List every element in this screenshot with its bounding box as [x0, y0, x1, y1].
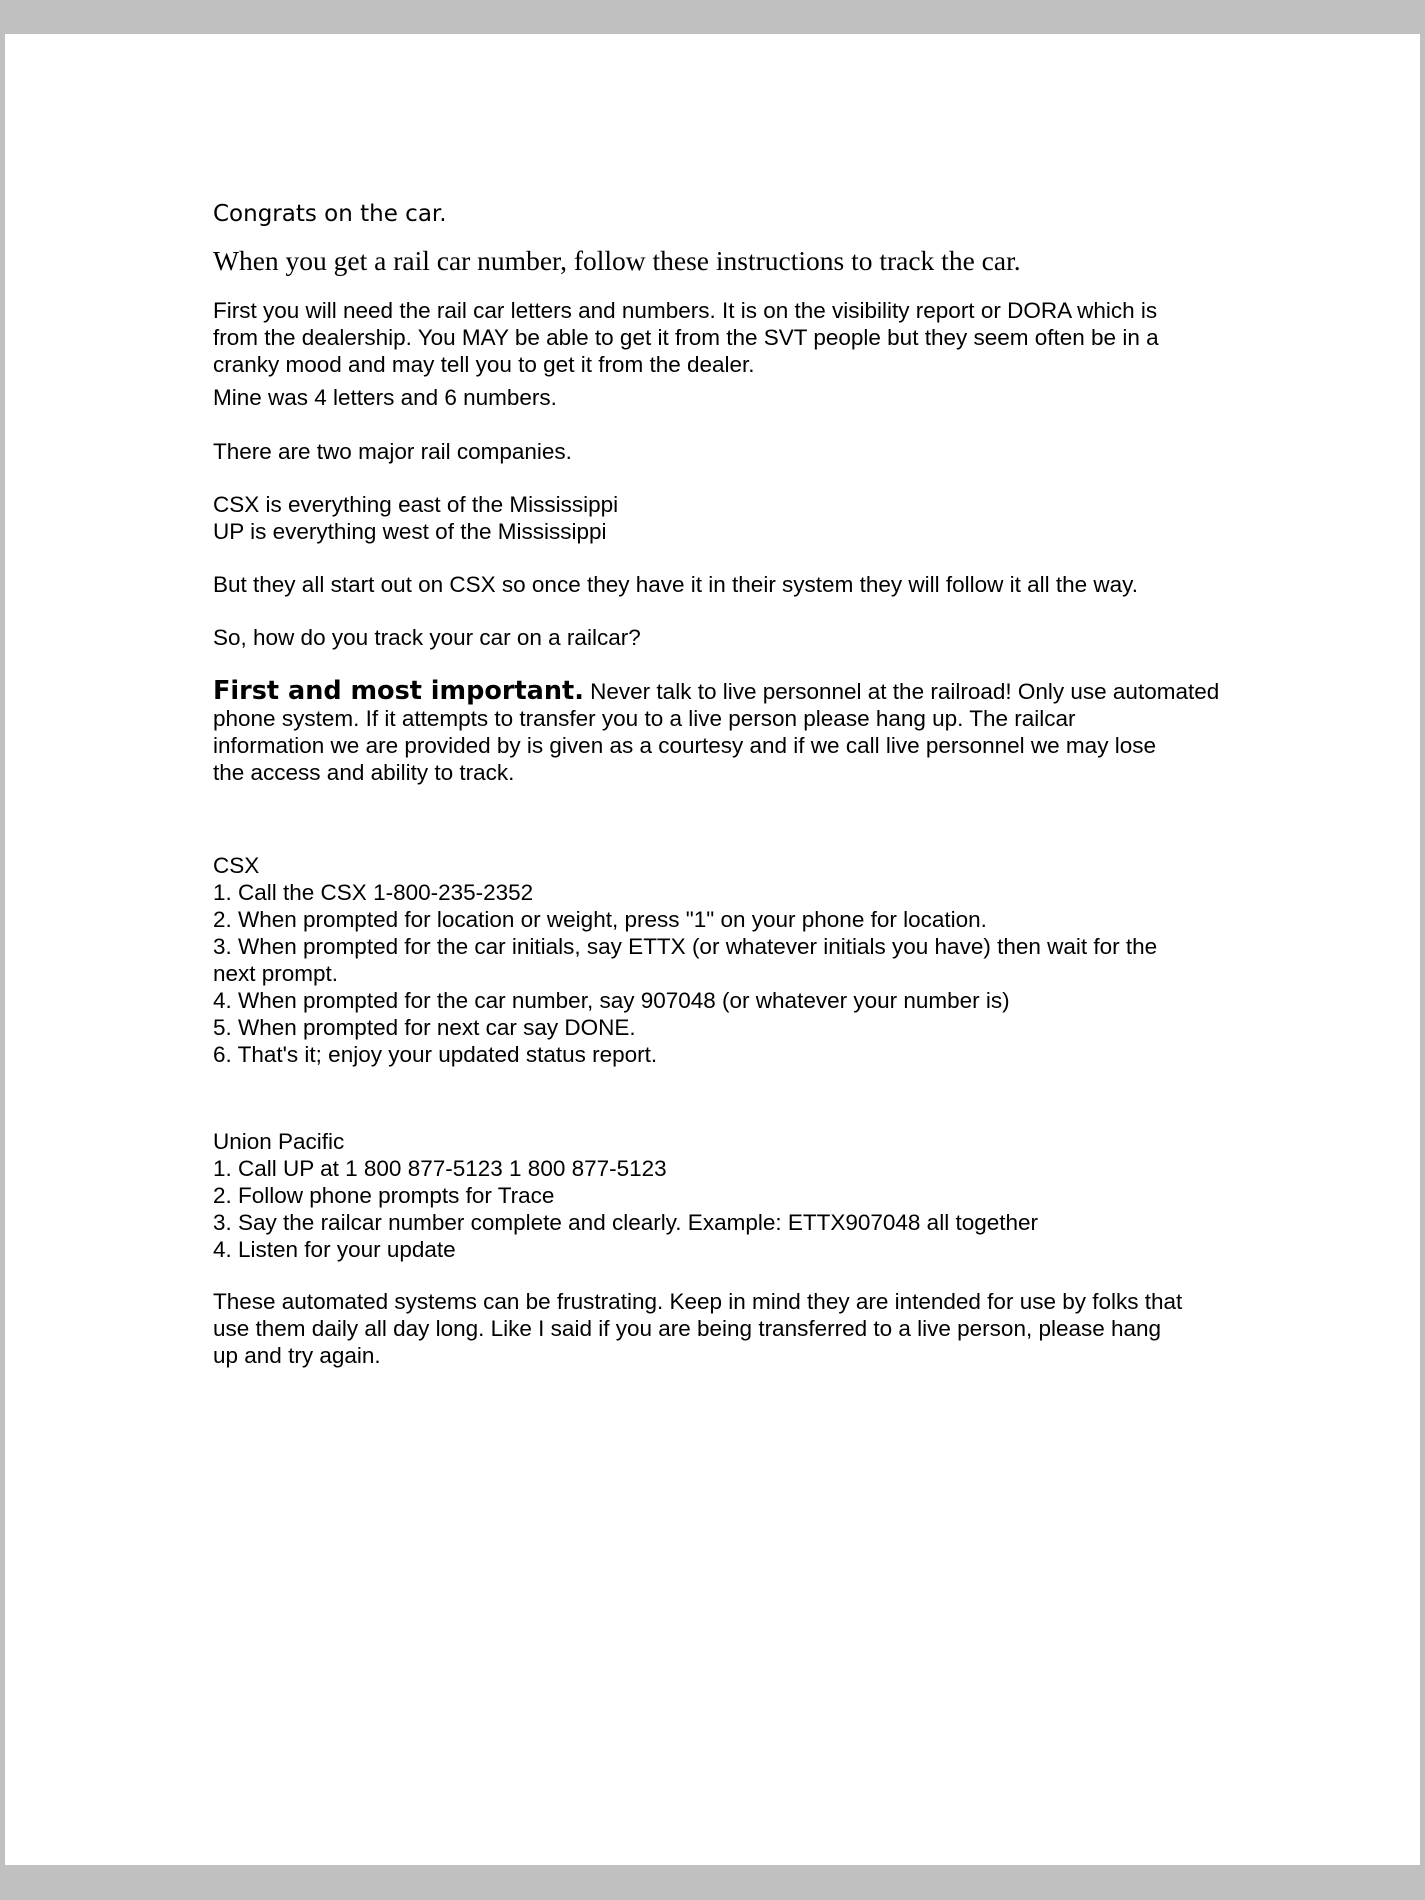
up-heading: Union Pacific — [213, 1129, 345, 1154]
csx-step: 3. When prompted for the car initials, say ETTX (or whatever initials you have) then wait for the — [213, 934, 1158, 959]
up-step: 3. Say the railcar number complete and clearly. Example: ETTX907048 all together — [213, 1210, 1039, 1235]
text-line: These automated systems can be frustrating. Keep in mind they are intended for use by folks that — [213, 1289, 1183, 1314]
text-line-csx-east: CSX is everything east of the Mississippi — [213, 492, 619, 517]
paragraph-regions — [213, 491, 1223, 545]
csx-step: 2. When prompted for location or weight, press "1" on your phone for location. — [213, 907, 987, 932]
intro-line: When you get a rail car number, follow these instructions to track the car. — [213, 245, 1021, 276]
csx-step: 5. When prompted for next car say DONE. — [213, 1015, 636, 1040]
csx-step: 1. Call the CSX 1-800-235-2352 — [213, 880, 534, 905]
text-line-up-west: UP is everything west of the Mississippi — [213, 519, 607, 544]
greeting-line: Congrats on the car. — [213, 201, 447, 227]
text-line — [213, 678, 1223, 705]
text-line: the access and ability to track. — [213, 760, 515, 785]
csx-step: 4. When prompted for the car number, say 907048 (or whatever your number is) — [213, 988, 1010, 1013]
paragraph-how-track: So, how do you track your car on a railcar? — [213, 625, 641, 650]
csx-step: 6. That's it; enjoy your updated status report. — [213, 1042, 658, 1067]
important-text: Never talk to live personnel at the railroad! Only use automated — [583, 679, 1220, 704]
document-page — [5, 34, 1420, 1865]
paragraph-closing — [213, 1288, 1223, 1369]
text-line: phone system. If it attempts to transfer you to a live person please hang up. The railcar — [213, 706, 1076, 731]
section-csx — [213, 852, 1223, 1068]
up-step: 4. Listen for your update — [213, 1237, 456, 1262]
up-step: 1. Call UP at 1 800 877-5123 1 800 877-5123 — [213, 1156, 667, 1181]
text-line: up and try again. — [213, 1343, 381, 1368]
paragraph-important — [213, 678, 1223, 786]
paragraph-rail-car-info — [213, 297, 1223, 378]
text-line: use them daily all day long. Like I said if you are being transferred to a live person, please hang — [213, 1316, 1162, 1341]
text-line: from the dealership. You MAY be able to get it from the SVT people but they seem often be in a — [213, 325, 1159, 350]
text-line: cranky mood and may tell you to get it from the dealer. — [213, 352, 755, 377]
csx-heading: CSX — [213, 853, 260, 878]
up-step: 2. Follow phone prompts for Trace — [213, 1183, 555, 1208]
paragraph-mine: Mine was 4 letters and 6 numbers. — [213, 385, 557, 410]
important-lead: First and most important. — [213, 676, 584, 706]
text-line: information we are provided by is given as a courtesy and if we call live personnel we may lose — [213, 733, 1156, 758]
paragraph-start-csx: But they all start out on CSX so once they have it in their system they will follow it all the way. — [213, 572, 1139, 597]
csx-step: next prompt. — [213, 961, 339, 986]
text-line: First you will need the rail car letters and numbers. It is on the visibility report or DORA which is — [213, 298, 1158, 323]
paragraph-companies: There are two major rail companies. — [213, 439, 572, 464]
section-union-pacific — [213, 1128, 1223, 1263]
